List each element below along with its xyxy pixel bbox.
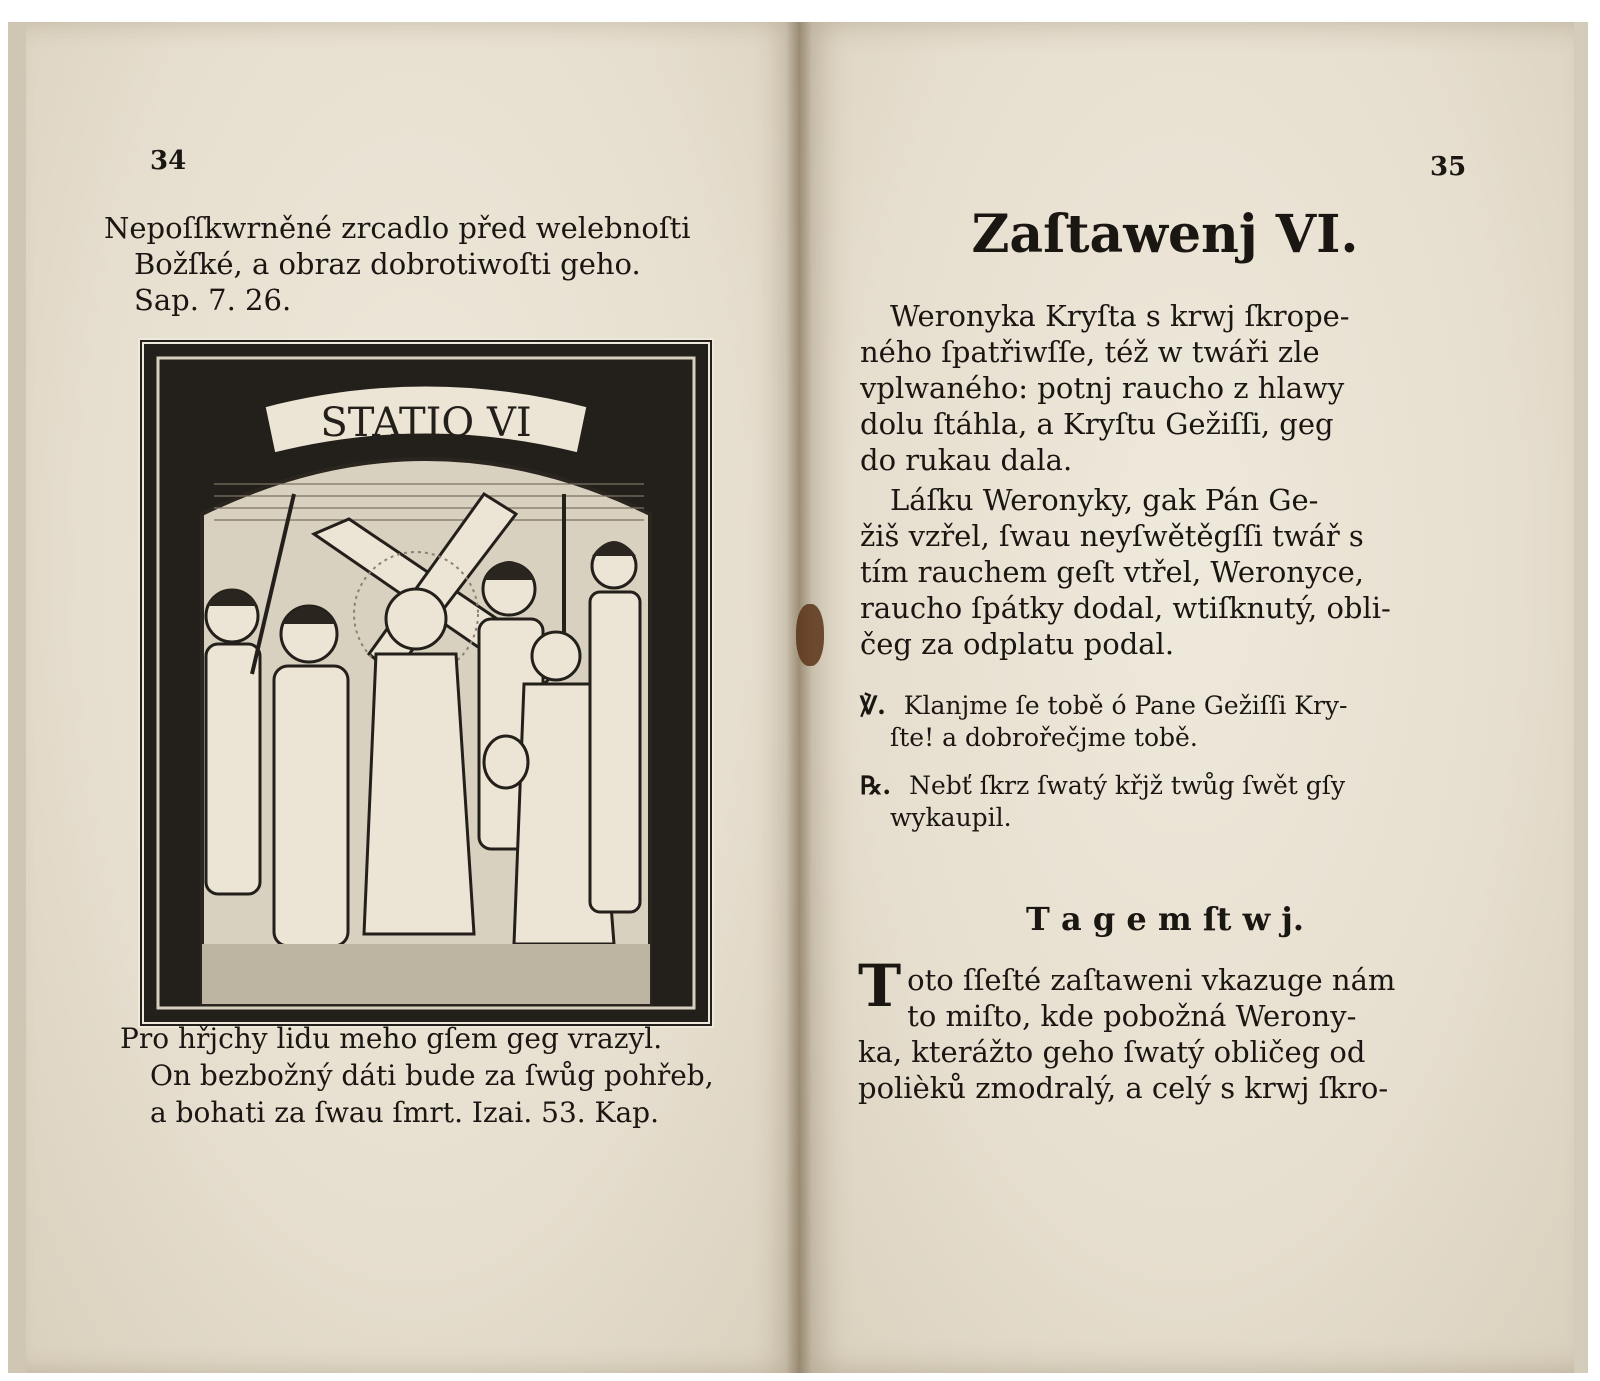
paragraph-line: dolu ſtáhla, a Kryſtu Gežiſſi, geg [860,407,1334,441]
left-page-number: 34 [150,146,187,176]
top-quote [104,210,724,318]
paragraph-line: to miſto, kde pobožná Werony- [907,999,1357,1033]
paragraph-line: Láſku Weronyky, gak Pán Ge- [890,483,1319,517]
drop-capital: T [858,952,902,1020]
paper-stain [796,604,824,666]
paragraph-3 [858,952,1470,1106]
paragraph-line: oto ſſeſté zaſtaweni vkazuge nám [907,963,1396,997]
paragraph-line: čeg za odplatu podal. [860,627,1175,661]
paragraph-line: ného ſpatřiwſſe, též w twáři zle [860,335,1320,369]
versicle-line: Klanjme ſe tobě ó Pane Gežiſſi Kry- [903,691,1348,720]
paragraph-line: polièků zmodralý, a celý s krwj ſkro- [858,1071,1389,1105]
paragraph-line: Weronyka Kryſta s krwj ſkrope- [890,299,1350,333]
paragraph-line: tím rauchem geſt vtřel, Weronyce, [860,555,1364,589]
woodcut-illustration [138,338,714,1028]
top-quote-line: Nepoſſkwrněné zrcadlo před welebnoſti [104,211,691,245]
paragraph-line: do rukau dala. [860,443,1073,477]
illustration-banner: STATIO VI [320,400,532,446]
paragraph-line: raucho ſpátky dodal, wtiſknutý, obli- [860,591,1391,625]
response-mark: ℞. [860,771,892,800]
right-page-number: 35 [1430,152,1467,182]
book-spine [786,22,812,1373]
versicle-line: ſte! a dobrořečjme tobě. [890,723,1198,752]
paragraph-line: ka, kterážto geho ſwatý obličeg od [858,1035,1366,1069]
bottom-quote-line: Pro hřjchy lidu meho gſem geg vrazyl. [120,1022,663,1055]
versicle-mark: ℣. [860,691,886,720]
woodcut-scene [144,344,708,1022]
response-line: Nebť ſkrz ſwatý křjž twůg ſwět gſy [909,771,1346,800]
bottom-quote [120,1020,730,1131]
section-title: Zaſtawenj VI. [971,204,1359,265]
bottom-quote-line: On bezbožný dáti bude za ſwůg pohřeb, [150,1059,714,1092]
mystery-heading: T a g e m ſt w j. [1026,900,1304,938]
paragraph-1 [860,298,1470,478]
response-line: wykaupil. [890,803,1012,832]
response [860,770,1470,834]
versicle [860,690,1470,754]
top-quote-line: Božſké, a obraz dobrotiwoſti geho. [134,247,641,281]
top-quote-citation: Sap. 7. 26. [134,283,292,317]
paragraph-line: žiš vzřel, ſwau neyſwětěgſſi twář s [860,519,1364,553]
paragraph-line: vplwaného: potnj raucho z hlawy [860,371,1345,405]
bottom-quote-citation: a bohati za ſwau ſmrt. Izai. 53. Kap. [150,1096,659,1129]
paragraph-2 [860,482,1470,662]
